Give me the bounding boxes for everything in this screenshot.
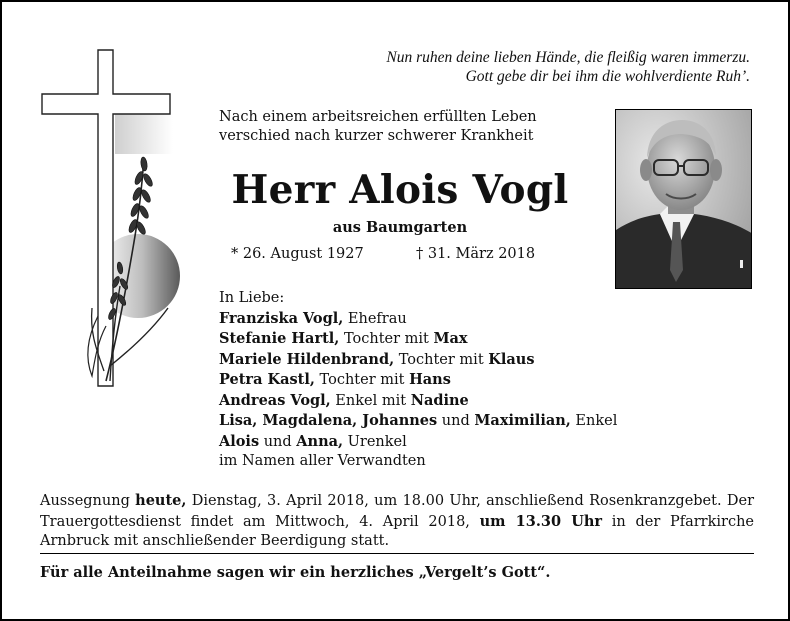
mourners-list — [219, 289, 617, 472]
deceased-name: Herr Alois Vogl — [231, 167, 569, 213]
mourners-heading: In Liebe: — [219, 290, 285, 306]
mourner-name: Petra Kastl, — [219, 371, 315, 388]
mourner-line — [219, 370, 617, 391]
mourner-name: Mariele Hildenbrand, — [219, 350, 395, 368]
verse — [250, 48, 750, 86]
mourner-name: Lisa, Magdalena, Johannes — [219, 412, 438, 429]
mourner-line — [219, 350, 617, 371]
intro-line-2: verschied nach kurzer schwerer Krankheit — [219, 128, 534, 144]
deceased-origin: aus Baumgarten — [332, 219, 468, 236]
mourner-conjunction: und — [259, 433, 297, 450]
cross-with-wheat-icon — [40, 46, 190, 396]
mourner-name: Stefanie Hartl, — [219, 330, 340, 347]
mourner-relation: Urenkel — [343, 433, 407, 450]
mourner-line — [219, 391, 617, 412]
portrait-illustration — [616, 110, 752, 289]
verse-line-1: Nun ruhen deine lieben Hände, die fleißig waren immerzu. — [386, 49, 750, 66]
mourner-relation: Enkel mit — [330, 392, 411, 409]
intro-text — [219, 108, 537, 146]
service-info — [40, 491, 754, 552]
mourner-name: Franziska Vogl, — [219, 309, 344, 327]
mourner-relation: Enkel — [570, 413, 618, 429]
mourner-line — [219, 432, 617, 453]
mourner-relation: Tochter mit — [314, 372, 410, 388]
mourners-closing: im Namen aller Verwandten — [219, 453, 426, 469]
mourner-line — [219, 329, 617, 350]
mourner-partner: Max — [433, 330, 468, 347]
mourner-name: Alois — [219, 432, 260, 450]
mourner-partner: Hans — [409, 371, 451, 388]
mourner-relation: Tochter mit — [339, 331, 434, 347]
birth-date: * 26. August 1927 — [231, 246, 364, 262]
thanks-line: Für alle Anteilnahme sagen wir ein herzliches „Vergelt’s Gott“. — [40, 564, 551, 581]
mourner-name-2: Maximilian, — [474, 412, 571, 429]
service-text-3: in der Pfarrkirche Arnbruck mit anschließender Beerdigung statt. — [40, 513, 754, 549]
mourner-relation: Ehefrau — [343, 310, 407, 327]
death-date: † 31. März 2018 — [416, 246, 536, 262]
mourner-name-2: Anna, — [296, 432, 344, 450]
service-text-2: Dienstag, 3. April 2018, um 18.00 Uhr, anschließend Rosenkranzgebet. Der Trauergottesdienst findet am Mittwoch, 4. April 2018, — [40, 493, 755, 530]
mourner-line — [219, 411, 617, 432]
service-text-1: Aussegnung — [40, 493, 136, 509]
intro-line-1: Nach einem arbeitsreichen erfüllten Leben — [219, 109, 537, 125]
service-bold-time: um 13.30 Uhr — [479, 512, 603, 530]
portrait-photo — [615, 109, 752, 289]
divider — [40, 553, 754, 554]
mourner-partner: Klaus — [488, 350, 535, 368]
service-bold-today: heute, — [135, 492, 187, 509]
mourner-conjunction: und — [437, 413, 475, 429]
mourner-relation: Tochter mit — [394, 351, 489, 368]
verse-line-2: Gott gebe dir bei ihm die wohlverdiente Ruh’. — [465, 68, 750, 85]
mourner-name: Andreas Vogl, — [219, 391, 331, 409]
mourner-line — [219, 309, 617, 330]
mourner-partner: Nadine — [410, 391, 469, 409]
